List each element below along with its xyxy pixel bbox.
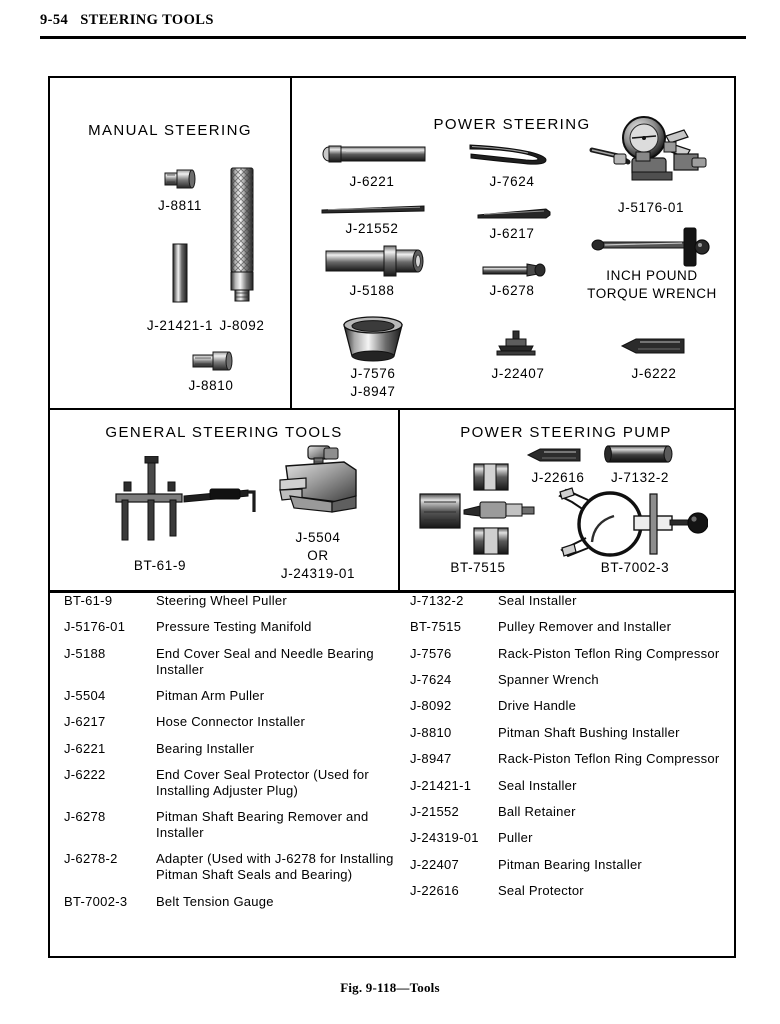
seal-installer-tube-icon <box>604 442 676 466</box>
tool-label-j-5504: J-5504 <box>295 530 341 545</box>
page-header <box>40 12 746 40</box>
tool-description: Rack-Piston Teflon Ring Compressor <box>498 751 720 767</box>
tool-label-j-5188: J-5188 <box>349 283 395 298</box>
end-cover-seal-protector-icon <box>620 336 690 356</box>
tool-description: Pitman Shaft Bushing Installer <box>498 724 680 740</box>
list-item <box>410 593 730 609</box>
running-head-title: STEERING TOOLS <box>80 12 214 28</box>
list-item <box>64 593 404 609</box>
spanner-wrench-icon <box>468 140 554 174</box>
tool-description: Hose Connector Installer <box>156 714 306 730</box>
seal-protector-icon <box>526 446 584 464</box>
list-item <box>64 809 404 841</box>
tool-label-or: OR <box>307 548 329 563</box>
tool-code: J-24319-01 <box>410 830 479 846</box>
panel-title-general-steering-tools: GENERAL STEERING TOOLS <box>105 424 343 441</box>
tool-description: Pitman Arm Puller <box>156 687 265 703</box>
belt-tension-gauge-icon <box>558 486 708 562</box>
tool-code: J-8810 <box>410 724 452 740</box>
list-item <box>410 804 730 820</box>
tool-label-j-8092: J-8092 <box>219 318 265 333</box>
list-item <box>64 714 404 730</box>
tool-label-torque-wrench-line1: INCH POUND <box>606 268 698 283</box>
ball-retainer-rod-icon <box>320 202 430 216</box>
tool-description: Steering Wheel Puller <box>156 593 287 608</box>
tool-code: J-22407 <box>410 856 460 872</box>
tool-label-bt-61-9: BT-61-9 <box>133 558 187 573</box>
tool-label-j-7132-2: J-7132-2 <box>610 470 670 485</box>
pressure-testing-manifold-icon <box>588 114 714 198</box>
running-head <box>40 12 746 29</box>
tool-code: J-8947 <box>410 751 452 767</box>
tool-code: J-7624 <box>410 672 452 688</box>
list-item <box>64 646 404 678</box>
tool-code: BT-7002-3 <box>64 893 128 909</box>
list-item <box>410 751 730 767</box>
tool-label-j-7624: J-7624 <box>489 174 535 189</box>
end-cover-seal-installer-icon <box>322 243 428 279</box>
list-item <box>410 857 730 873</box>
bearing-installer-icon <box>320 140 430 168</box>
panel-manual-steering <box>50 78 290 408</box>
tool-label-bt-7515: BT-7515 <box>450 560 506 575</box>
tool-label-j-21552: J-21552 <box>345 221 399 236</box>
steering-wheel-puller-icon <box>98 456 258 542</box>
list-item <box>64 619 404 635</box>
tool-code: J-8092 <box>410 698 452 714</box>
tool-code: J-5176-01 <box>64 619 126 635</box>
tool-label-j-8947: J-8947 <box>350 384 396 399</box>
tool-label-bt-7002-3: BT-7002-3 <box>600 560 670 575</box>
knurled-drive-handle-icon <box>226 166 258 306</box>
tool-description: Seal Installer <box>498 777 577 793</box>
tool-description: Puller <box>498 830 533 846</box>
pulley-remover-installer-icon <box>418 454 538 560</box>
tool-code: J-6222 <box>64 767 106 783</box>
tool-description: Pressure Testing Manifold <box>156 619 312 635</box>
list-item <box>64 688 404 704</box>
figure-caption: Fig. 9-118—Tools <box>340 980 440 995</box>
tool-description: Bearing Installer <box>156 740 255 756</box>
tool-label-j-22407: J-22407 <box>491 366 545 381</box>
list-item <box>410 778 730 794</box>
tool-description: Pitman Shaft Bearing Remover and Installer <box>156 809 369 841</box>
list-item <box>64 851 404 883</box>
tool-code: J-21421-1 <box>410 777 472 793</box>
tool-code: BT-61-9 <box>64 593 113 608</box>
header-rule <box>40 36 746 39</box>
tool-description: End Cover Seal Protector (Used for Installing Adjuster Plug) <box>156 767 369 798</box>
tool-description: Belt Tension Gauge <box>156 893 274 909</box>
tool-label-j-6221: J-6221 <box>349 174 395 189</box>
pitman-shaft-bearing-tool-icon <box>480 260 550 280</box>
pitman-bearing-installer-icon <box>495 330 539 358</box>
illustration-panels <box>50 78 734 590</box>
tool-description: Pitman Bearing Installer <box>498 856 643 872</box>
panel-power-steering-pump <box>398 408 734 590</box>
panel-title-manual-steering: MANUAL STEERING <box>88 122 252 139</box>
list-item <box>410 646 730 662</box>
panel-title-power-steering: POWER STEERING <box>433 116 591 133</box>
tool-label-j-8810: J-8810 <box>188 378 234 393</box>
tool-code: J-7132-2 <box>410 593 464 608</box>
tool-description: Rack-Piston Teflon Ring Compressor <box>498 645 720 661</box>
tool-label-j-6278: J-6278 <box>489 283 535 298</box>
tool-label-j-22616: J-22616 <box>531 470 585 485</box>
pitman-arm-puller-icon <box>272 444 372 524</box>
tool-label-j-6217: J-6217 <box>489 226 535 241</box>
tool-description: Pulley Remover and Installer <box>498 619 672 635</box>
tool-listing-left-column <box>64 593 404 920</box>
tool-code: J-6217 <box>64 714 106 730</box>
tool-code: J-6278 <box>64 809 106 825</box>
list-item <box>410 883 730 899</box>
tool-code: J-6221 <box>64 740 106 756</box>
tool-description: Spanner Wrench <box>498 672 599 688</box>
tool-description: Seal Installer <box>498 593 577 608</box>
panel-power-steering <box>290 78 734 408</box>
hose-connector-installer-icon <box>476 206 556 222</box>
tool-code: BT-7515 <box>410 619 462 635</box>
tool-code: J-5504 <box>64 687 106 703</box>
tool-label-torque-wrench-line2: TORQUE WRENCH <box>587 286 717 301</box>
list-item <box>64 894 404 910</box>
tool-label-j-8811: J-8811 <box>158 198 202 213</box>
tool-code: J-7576 <box>410 645 452 661</box>
tool-label-j-5176-01: J-5176-01 <box>617 200 685 215</box>
tool-label-j-24319-01: J-24319-01 <box>280 566 356 581</box>
tool-description: Ball Retainer <box>498 803 576 819</box>
tool-code: J-5188 <box>64 645 106 661</box>
tool-code: J-22616 <box>410 882 460 898</box>
list-item <box>64 741 404 757</box>
list-item <box>64 767 404 799</box>
inch-pound-torque-wrench-icon <box>590 226 716 270</box>
tool-label-j-6222: J-6222 <box>631 366 677 381</box>
list-item <box>410 725 730 741</box>
panel-title-power-steering-pump: POWER STEERING PUMP <box>460 424 672 441</box>
list-item <box>410 830 730 846</box>
page-folio: 9-54 <box>40 12 69 28</box>
tool-code: J-21552 <box>410 803 460 819</box>
tool-description: Drive Handle <box>498 698 577 714</box>
tool-listing-right-column <box>410 593 730 909</box>
tool-description: End Cover Seal and Needle Bearing Installer <box>156 645 374 677</box>
tool-listing <box>50 593 734 957</box>
list-item <box>410 619 730 635</box>
tool-label-j-7576: J-7576 <box>350 366 396 381</box>
pitman-bushing-installer-icon <box>190 350 234 372</box>
list-item <box>410 698 730 714</box>
panel-general-steering-tools <box>50 408 398 590</box>
ring-compressor-cup-icon <box>338 316 408 364</box>
figure-frame <box>48 76 736 958</box>
tool-code: J-6278-2 <box>64 851 118 867</box>
tool-description: Adapter (Used with J-6278 for Installing Pitman Shaft Seals and Bearing) <box>156 851 394 883</box>
tool-description: Seal Protector <box>498 882 584 898</box>
tool-label-j-21421-1: J-21421-1 <box>146 318 214 333</box>
bushing-installer-icon <box>161 168 201 190</box>
list-item <box>410 672 730 688</box>
seal-installer-sleeve-icon <box>169 242 191 304</box>
